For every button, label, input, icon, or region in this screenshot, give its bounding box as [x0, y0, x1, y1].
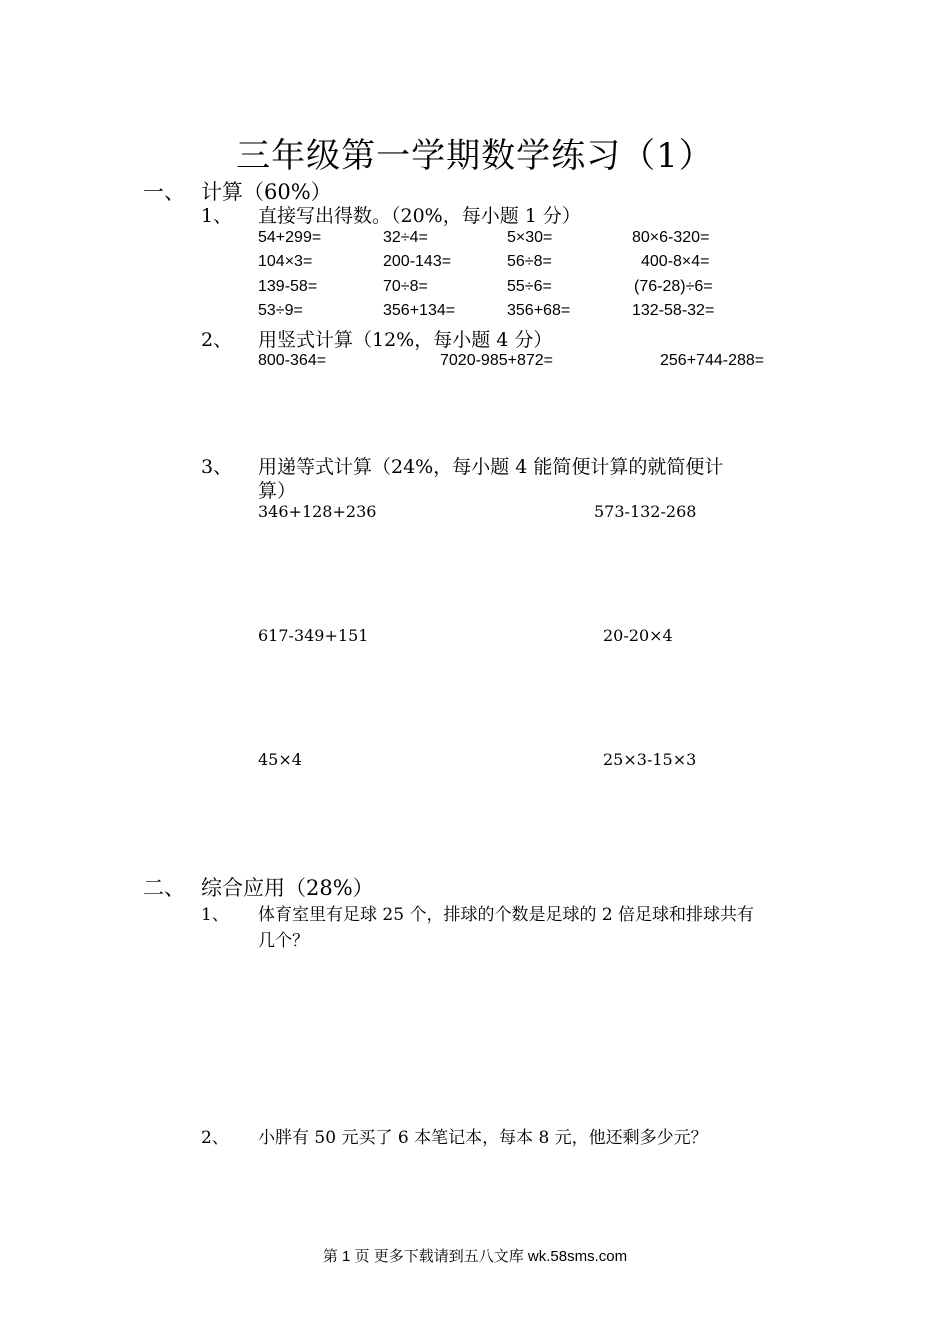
q1-item: 400-8×4=	[641, 253, 710, 270]
q1-item: 54+299=	[258, 229, 322, 246]
q3-heading-line2: 算）	[258, 480, 297, 502]
q1-item: 5×30=	[507, 229, 553, 246]
section2-number: 二、	[143, 876, 185, 900]
q1-item: 56÷8=	[507, 253, 552, 270]
problem1-number: 1、	[201, 905, 229, 925]
q1-item: 104×3=	[258, 253, 313, 270]
q1-item: 356+68=	[507, 302, 571, 319]
q1-number: 1、	[201, 205, 233, 227]
section2-heading: 综合应用（28%）	[201, 876, 374, 900]
q2-item: 800-364=	[258, 352, 327, 369]
problem1-line1: 体育室里有足球 25 个，排球的个数是足球的 2 倍足球和排球共有	[258, 905, 755, 925]
q1-item: (76-28)÷6=	[634, 278, 713, 295]
section1-heading: 计算（60%）	[201, 180, 332, 204]
q3-item: 346+128+236	[258, 502, 377, 521]
q1-item: 356+134=	[383, 302, 456, 319]
q3-item: 45×4	[258, 750, 302, 769]
q1-item: 55÷6=	[507, 278, 552, 295]
q2-item: 256+744-288=	[660, 352, 765, 369]
page-footer: 第 1 页 更多下载请到五八文库 wk.58sms.com	[322, 1248, 628, 1265]
section1-number: 一、	[143, 180, 185, 204]
page-title: 三年级第一学期数学练习（1）	[236, 136, 714, 176]
q3-item: 573-132-268	[594, 502, 697, 521]
q3-item: 25×3-15×3	[603, 750, 697, 769]
q2-number: 2、	[201, 329, 233, 351]
q3-heading-line1: 用递等式计算（24%，每小题 4 能简便计算的就简便计	[258, 456, 724, 478]
q2-item: 7020-985+872=	[440, 352, 553, 369]
q1-item: 80×6-320=	[632, 229, 710, 246]
q1-item: 70÷8=	[383, 278, 428, 295]
q1-heading: 直接写出得数。（20%，每小题 1 分）	[258, 205, 581, 227]
q1-item: 32÷4=	[383, 229, 428, 246]
q3-item: 20-20×4	[603, 626, 673, 645]
q3-item: 617-349+151	[258, 626, 369, 645]
q1-item: 139-58=	[258, 278, 318, 295]
problem2-line1: 小胖有 50 元买了 6 本笔记本，每本 8 元，他还剩多少元？	[258, 1128, 708, 1148]
q2-heading: 用竖式计算（12%，每小题 4 分）	[258, 329, 553, 351]
q1-item: 200-143=	[383, 253, 452, 270]
problem1-line2: 几个？	[258, 931, 309, 951]
q1-item: 132-58-32=	[632, 302, 715, 319]
q3-number: 3、	[201, 456, 233, 478]
q1-item: 53÷9=	[258, 302, 303, 319]
problem2-number: 2、	[201, 1128, 229, 1148]
